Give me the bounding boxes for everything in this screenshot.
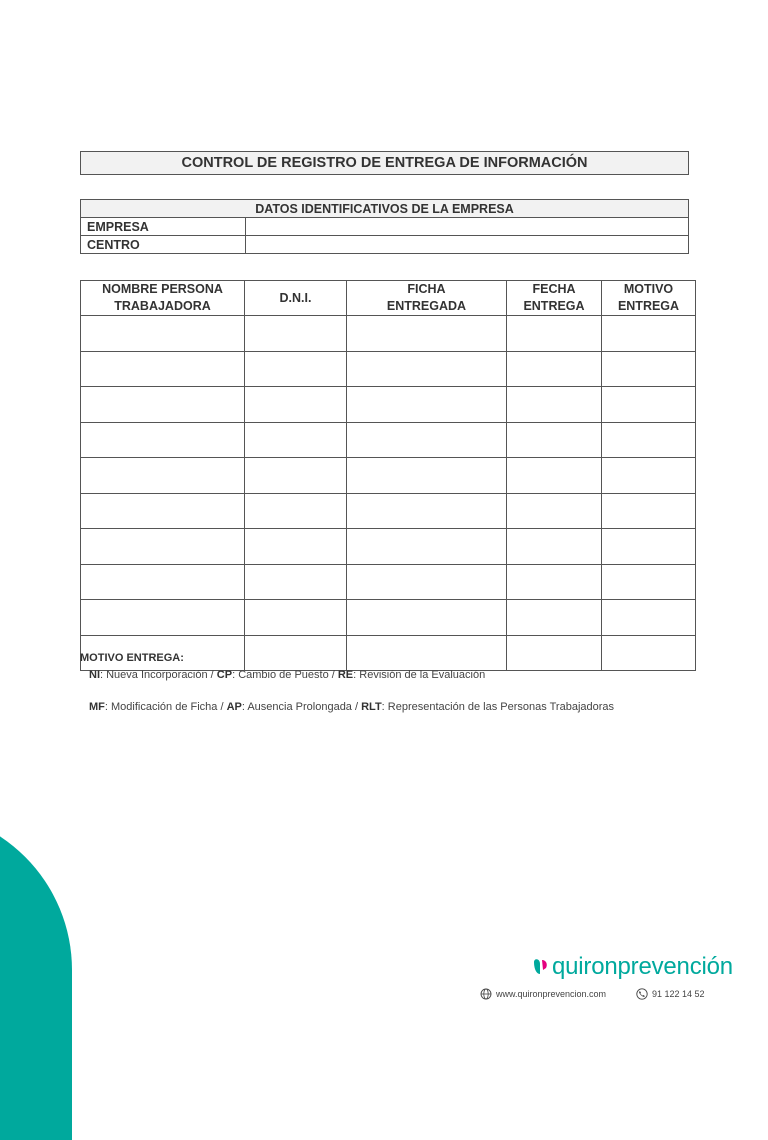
table-row xyxy=(81,316,696,352)
register-body xyxy=(81,316,696,671)
cell-dni[interactable] xyxy=(245,493,347,529)
legend-text: : Ausencia Prolongada / xyxy=(241,701,362,713)
cell-motivo[interactable] xyxy=(602,458,696,494)
phone-icon xyxy=(636,988,648,1000)
cell-motivo[interactable] xyxy=(602,493,696,529)
legend-code: MF xyxy=(89,701,105,713)
cell-nombre[interactable] xyxy=(81,422,245,458)
phone-text: 91 122 14 52 xyxy=(652,989,705,999)
legend-text: : Nueva Incorporación / xyxy=(100,669,217,681)
cell-ficha[interactable] xyxy=(347,635,507,671)
website-text: www.quironprevencion.com xyxy=(496,989,607,999)
cell-ficha[interactable] xyxy=(347,529,507,565)
table-row xyxy=(81,529,696,565)
legend-code: RLT xyxy=(361,701,382,713)
cell-dni[interactable] xyxy=(245,635,347,671)
legend-code: NI xyxy=(89,669,100,681)
cell-dni[interactable] xyxy=(245,316,347,352)
cell-motivo[interactable] xyxy=(602,351,696,387)
cell-ficha[interactable] xyxy=(347,387,507,423)
legend-code: AP xyxy=(226,701,242,713)
legend-text: : Cambio de Puesto / xyxy=(232,669,338,681)
centro-row xyxy=(81,236,689,254)
cell-motivo[interactable] xyxy=(602,564,696,600)
table-row xyxy=(81,493,696,529)
cell-nombre[interactable] xyxy=(81,564,245,600)
cell-nombre[interactable] xyxy=(81,493,245,529)
cell-ficha[interactable] xyxy=(347,493,507,529)
cell-ficha[interactable] xyxy=(347,316,507,352)
cell-nombre[interactable] xyxy=(81,529,245,565)
cell-fecha[interactable] xyxy=(507,635,602,671)
col-header-ficha: FICHA ENTREGADA xyxy=(347,281,507,316)
legend-text: : Revisión de la Evaluación xyxy=(353,669,486,681)
cell-ficha[interactable] xyxy=(347,600,507,636)
cell-ficha[interactable] xyxy=(347,564,507,600)
col-header-nombre: NOMBRE PERSONA TRABAJADORA xyxy=(81,281,245,316)
company-section-header: DATOS IDENTIFICATIVOS DE LA EMPRESA xyxy=(81,200,689,218)
cell-fecha[interactable] xyxy=(507,529,602,565)
cell-motivo[interactable] xyxy=(602,600,696,636)
cell-dni[interactable] xyxy=(245,458,347,494)
cell-fecha[interactable] xyxy=(507,458,602,494)
table-row xyxy=(81,387,696,423)
company-row xyxy=(81,218,689,236)
cell-motivo[interactable] xyxy=(602,316,696,352)
logo-text: quironprevención xyxy=(552,953,733,980)
logo-mark-icon xyxy=(532,956,550,980)
company-logo xyxy=(532,950,733,980)
cell-motivo[interactable] xyxy=(602,529,696,565)
table-row xyxy=(81,422,696,458)
table-row xyxy=(81,600,696,636)
cell-nombre[interactable] xyxy=(81,351,245,387)
globe-icon xyxy=(480,988,492,1000)
cell-ficha[interactable] xyxy=(347,458,507,494)
register-table xyxy=(80,280,696,671)
cell-motivo[interactable] xyxy=(602,422,696,458)
cell-dni[interactable] xyxy=(245,529,347,565)
cell-fecha[interactable] xyxy=(507,564,602,600)
centro-label: CENTRO xyxy=(81,236,246,254)
legend-line-1 xyxy=(89,669,485,681)
cell-fecha[interactable] xyxy=(507,422,602,458)
table-row xyxy=(81,458,696,494)
legend-code: RE xyxy=(337,669,354,681)
cell-ficha[interactable] xyxy=(347,422,507,458)
footer-website[interactable] xyxy=(480,988,606,1000)
cell-fecha[interactable] xyxy=(507,600,602,636)
col-header-dni: D.N.I. xyxy=(245,281,347,316)
cell-nombre[interactable] xyxy=(81,387,245,423)
cell-motivo[interactable] xyxy=(602,635,696,671)
cell-ficha[interactable] xyxy=(347,351,507,387)
company-label: EMPRESA xyxy=(81,218,246,236)
cell-dni[interactable] xyxy=(245,351,347,387)
company-data-table xyxy=(80,199,689,254)
cell-dni[interactable] xyxy=(245,422,347,458)
cell-fecha[interactable] xyxy=(507,493,602,529)
cell-dni[interactable] xyxy=(245,564,347,600)
cell-nombre[interactable] xyxy=(81,600,245,636)
cell-fecha[interactable] xyxy=(507,316,602,352)
cell-dni[interactable] xyxy=(245,387,347,423)
footer-phone[interactable] xyxy=(636,988,705,1000)
legend-text: : Modificación de Ficha / xyxy=(104,701,227,713)
document-title: CONTROL DE REGISTRO DE ENTREGA DE INFORMACIÓN xyxy=(80,151,689,175)
cell-nombre[interactable] xyxy=(81,316,245,352)
cell-motivo[interactable] xyxy=(602,387,696,423)
legend-block xyxy=(80,652,184,664)
cell-fecha[interactable] xyxy=(507,351,602,387)
company-value-field[interactable] xyxy=(246,218,689,236)
col-header-fecha: FECHA ENTREGA xyxy=(507,281,602,316)
centro-value-field[interactable] xyxy=(246,236,689,254)
table-row xyxy=(81,351,696,387)
col-header-motivo: MOTIVO ENTREGA xyxy=(602,281,696,316)
cell-fecha[interactable] xyxy=(507,387,602,423)
cell-dni[interactable] xyxy=(245,600,347,636)
decorative-teal-shape xyxy=(0,810,72,1140)
legend-text: : Representación de las Personas Trabajadoras xyxy=(381,701,615,713)
legend-line-2 xyxy=(89,701,614,713)
cell-nombre[interactable] xyxy=(81,458,245,494)
table-row xyxy=(81,564,696,600)
register-header-row xyxy=(81,281,696,316)
legend-code: CP xyxy=(216,669,233,681)
legend-title: MOTIVO ENTREGA: xyxy=(80,652,184,664)
